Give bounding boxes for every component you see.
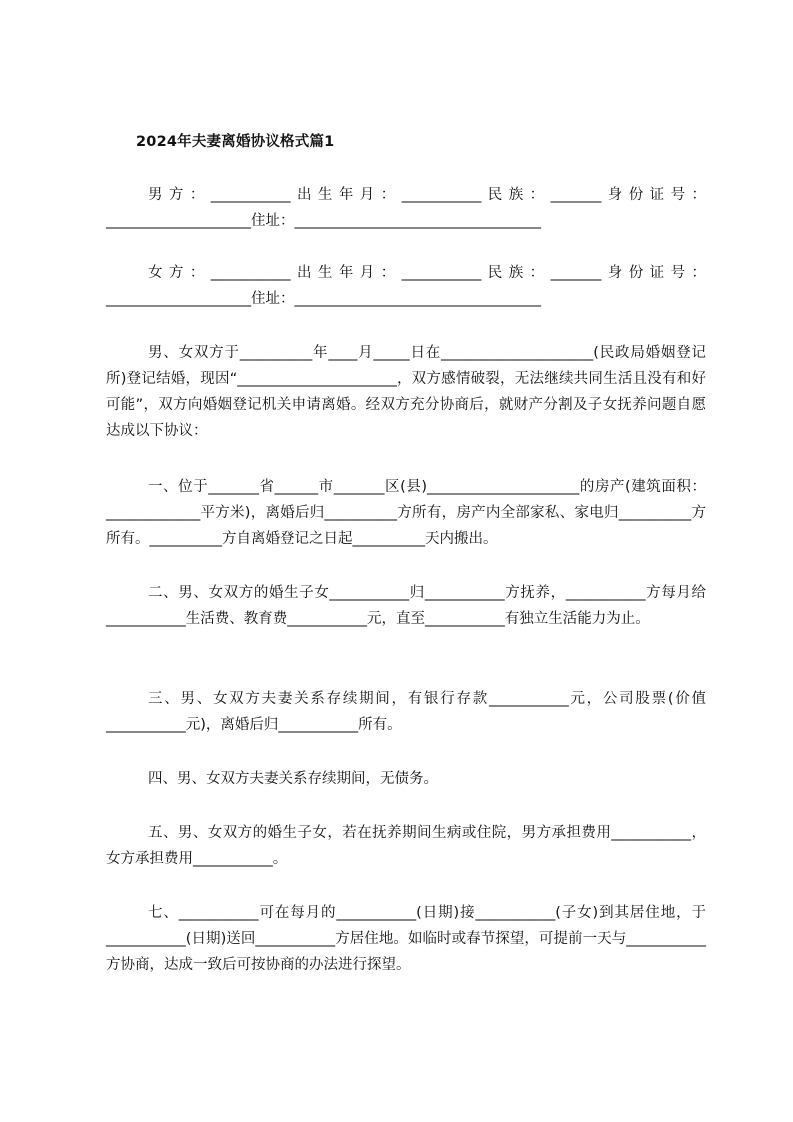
paragraph-clause-debt: 四、男、女双方夫妻关系存续期间，无债务。 [148, 771, 438, 787]
paragraph-wife-info: 女方：___________出生年月：___________民族：_______身份证号：____________________住址：__________________________________ [106, 265, 706, 307]
paragraph-clause-savings: 三、男、女双方夫妻关系存续期间，有银行存款___________元，公司股票(价值___________元)，离婚后归___________所有。 [106, 691, 706, 733]
paragraph-husband-info: 男方：___________出生年月：___________民族：_______身份证号：____________________住址：__________________________________ [106, 187, 706, 229]
paragraph-clause-custody: 二、男、女双方的婚生子女___________归___________方抚养，___________方每月给___________生活费、教育费___________元，直至___________有独立生活能力为止。 [106, 585, 706, 627]
paragraph-clause-visitation: 七、___________可在每月的___________(日期)接___________(子女)到其居住地，于___________(日期)送回___________方居住地。如临时或春节探望，可提前一天与___________方协商，达成一致后可按协商的办法进行探望。 [106, 905, 706, 973]
paragraph-marriage-intro: 男、女双方于__________年____月_____日在_____________________(民政局婚姻登记所)登记结婚，现因“______________________，双方感情破裂，无法继续共同生活且没有和好可能”，双方向婚姻登记机关申请离婚。经双方充分协商后，就财产分割及子女抚养问题自愿达成以下协议： [106, 345, 706, 439]
paragraph-clause-medical: 五、男、女双方的婚生子女，若在抚养期间生病或住院，男方承担费用___________，女方承担费用___________。 [106, 825, 706, 867]
document-title: 2024年夫妻离婚协议格式篇1 [136, 134, 335, 150]
paragraph-clause-property: 一、位于_______省______市_______区(县)_____________________的房产(建筑面积：_____________平方米)，离婚后归__________方所有，房产内全部家私、家电归__________方所有。__________方自离婚登记之日起__________天内搬出。 [106, 479, 706, 547]
